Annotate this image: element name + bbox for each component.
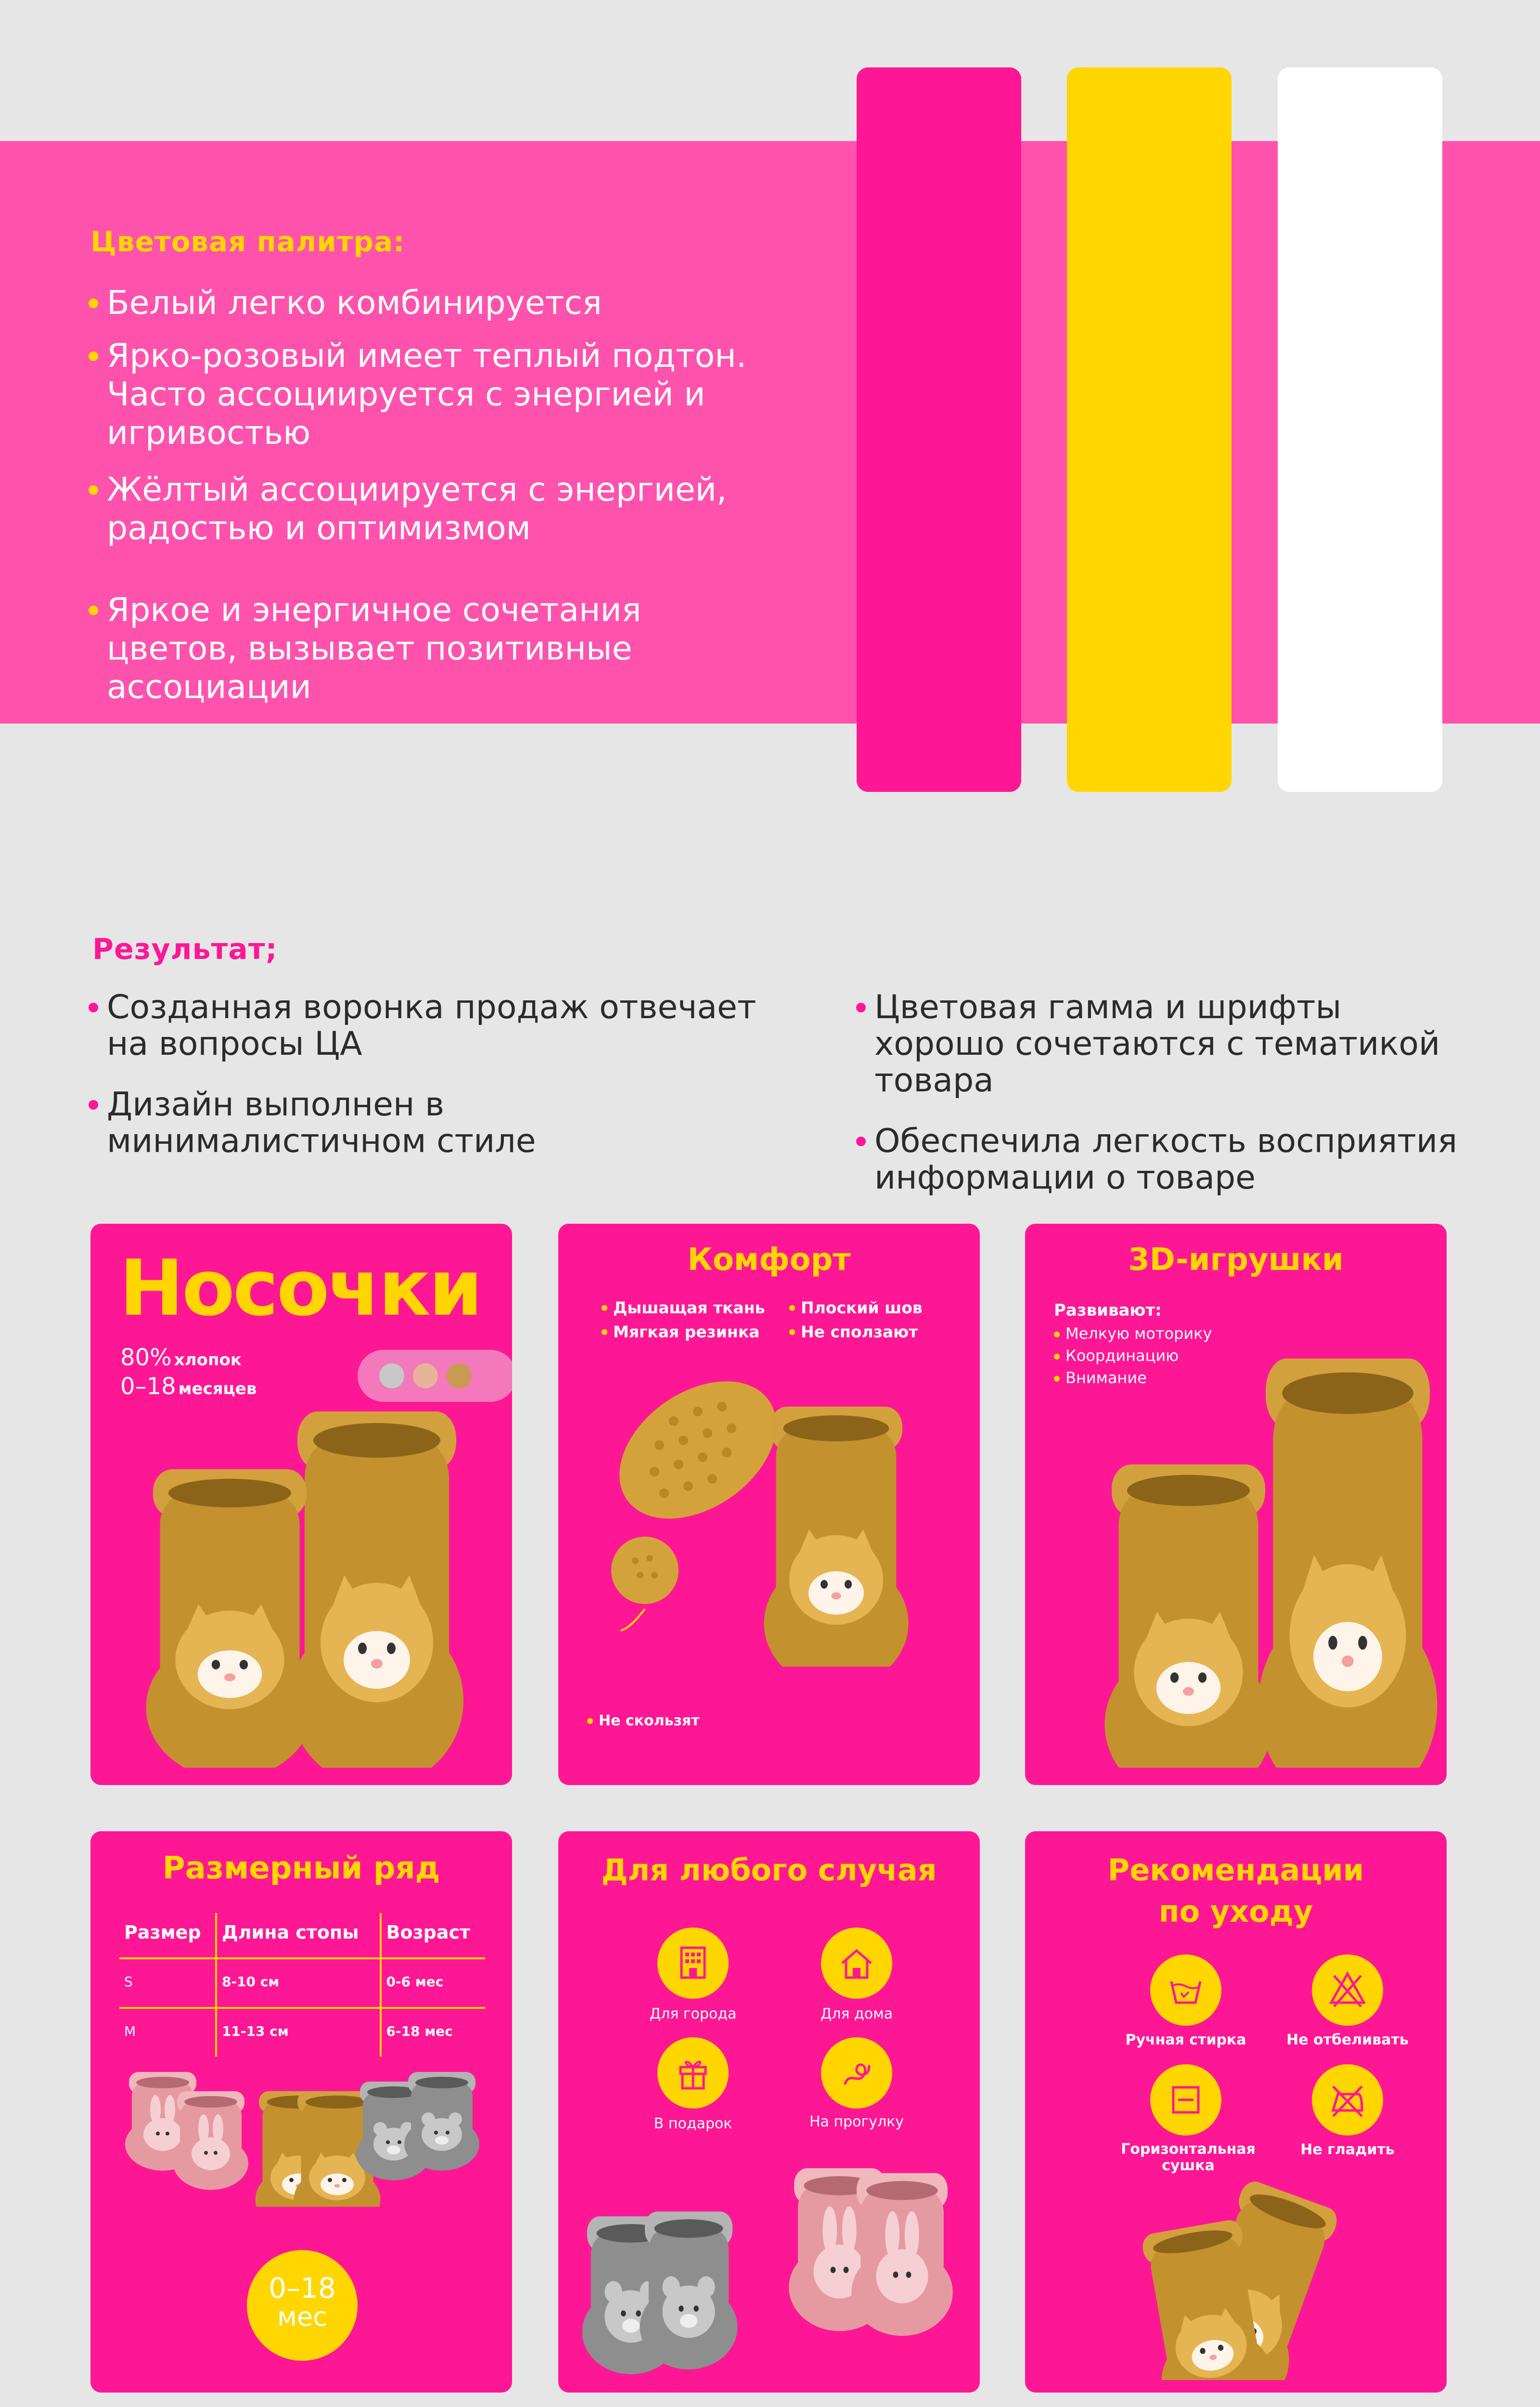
age-badge-value: 0–18	[269, 2272, 336, 2304]
occasion-label: Для дома	[820, 2006, 893, 2022]
no-bleach-icon	[1312, 1954, 1383, 2026]
card-title: Комфорт	[687, 1242, 851, 1278]
list-item	[854, 1123, 1476, 1196]
comfort-feature: Плоский шов	[801, 1298, 923, 1317]
age-label: месяцев	[178, 1379, 257, 1398]
socks-image	[1121, 2178, 1372, 2380]
list-item	[87, 1087, 612, 1160]
occasion-label: В подарок	[654, 2115, 732, 2132]
card-title: 3D-игрушки	[1128, 1242, 1344, 1278]
card-sizes	[90, 1831, 512, 2393]
comfort-feature: Не сползают	[801, 1322, 918, 1341]
house-icon	[821, 1928, 892, 1999]
table-cell: 0-6 мес	[381, 1958, 486, 2008]
gift-icon	[657, 2037, 729, 2109]
list-item	[602, 1320, 765, 1344]
flat-dry-icon	[1150, 2064, 1221, 2135]
color-dot-pink[interactable]	[413, 1363, 438, 1388]
building-icon	[657, 1928, 729, 1999]
table-header-row	[119, 1913, 485, 1958]
list-item	[87, 471, 732, 548]
list-item	[854, 989, 1476, 1099]
product-title: Носочки	[119, 1243, 481, 1333]
toys-subtitle: Развивают:	[1054, 1301, 1162, 1320]
palette-list	[87, 284, 837, 707]
age-badge	[247, 2250, 358, 2361]
occasion-label: Для города	[649, 2006, 737, 2022]
list-item	[87, 591, 781, 707]
result-item-text: Цветовая гамма и шрифты хорошо сочетаются с тематикой товара	[874, 988, 1440, 1100]
palette-item-text: Яркое и энергичное сочетания цветов, вызывает позитивные ассоциации	[107, 591, 642, 706]
palette-item-text: Белый легко комбинируется	[107, 284, 602, 322]
comfort-feature: Мягкая резинка	[613, 1322, 760, 1341]
card-care	[1025, 1831, 1447, 2393]
list-item	[602, 1296, 765, 1320]
list-item	[1054, 1322, 1212, 1345]
palette-title: Цветовая палитра:	[90, 225, 405, 258]
card-toys	[1025, 1224, 1447, 1785]
table-row	[119, 2008, 485, 2057]
socks-image	[139, 1392, 485, 1768]
card-title-line2: по уходу	[1158, 1894, 1313, 1929]
table-row	[119, 1958, 485, 2008]
walk-icon	[821, 2037, 892, 2109]
no-iron-icon	[1312, 2064, 1383, 2135]
care-label: Горизонтальная сушка	[1121, 2141, 1256, 2174]
age-badge-label: мес	[277, 2302, 327, 2332]
table-cell: 8-10 см	[216, 1958, 381, 2008]
card-main	[90, 1224, 512, 1785]
occasion-label: На прогулку	[809, 2113, 904, 2130]
result-item-text: Созданная воронка продаж отвечает на вопросы ЦА	[107, 988, 757, 1063]
result-item-text: Обеспечила легкость восприятия информации о товаре	[874, 1122, 1457, 1197]
pink-swatch	[857, 67, 1021, 792]
cotton-info	[120, 1344, 242, 1371]
white-swatch	[1278, 67, 1442, 792]
list-item	[587, 1709, 700, 1733]
table-cell: 6-18 мес	[381, 2008, 486, 2057]
comfort-feature: Дышащая ткань	[613, 1298, 765, 1317]
palette-item-text: Ярко-розовый имеет теплый подтон. Часто ассоциируется с энергией и игривостью	[107, 337, 747, 452]
no-slip-text: Не скользят	[599, 1712, 700, 1729]
toys-item: Координацию	[1065, 1346, 1179, 1365]
table-cell: 11-13 см	[216, 2008, 381, 2057]
table-cell: S	[119, 1958, 216, 2008]
result-column-right	[854, 989, 1540, 1220]
age-value: 0–18	[120, 1373, 176, 1400]
card-occasion	[558, 1831, 980, 2393]
result-item-text: Дизайн выполнен в минималистичном стиле	[107, 1086, 536, 1160]
hand-wash-icon	[1150, 1954, 1221, 2026]
socks-lineup-image	[119, 2062, 485, 2207]
list-item	[87, 337, 837, 453]
toys-item: Мелкую моторику	[1065, 1324, 1212, 1343]
column-header: Возраст	[381, 1913, 486, 1958]
cotton-value: 80%	[120, 1344, 172, 1371]
comfort-list-left	[602, 1296, 765, 1344]
care-label: Ручная стирка	[1125, 2032, 1246, 2048]
palette-item-text: Жёлтый ассоциируется с энергией, радостью и оптимизмом	[107, 471, 727, 547]
column-header: Длина стопы	[216, 1913, 381, 1958]
sock-sole-image	[602, 1368, 958, 1667]
result-title: Результат;	[92, 932, 278, 966]
card-comfort	[558, 1224, 980, 1785]
size-table	[119, 1913, 485, 2057]
card-title: Для любого случая	[601, 1852, 937, 1888]
toys-item: Внимание	[1065, 1369, 1147, 1387]
yellow-swatch	[1067, 67, 1232, 792]
socks-pair-image	[582, 2159, 967, 2390]
table-cell: M	[124, 2023, 136, 2039]
list-item	[789, 1320, 923, 1344]
card-title-line1: Рекомендации	[1107, 1852, 1364, 1888]
care-label: Не отбеливать	[1286, 2032, 1409, 2048]
color-dot-grey[interactable]	[379, 1363, 404, 1388]
list-item	[87, 284, 837, 323]
comfort-list-right	[789, 1296, 923, 1344]
column-header: Размер	[119, 1913, 216, 1958]
list-item	[789, 1296, 923, 1320]
no-slip-note	[587, 1709, 700, 1733]
color-dot-mustard[interactable]	[447, 1363, 472, 1388]
list-item	[87, 989, 757, 1062]
result-column-left	[87, 989, 784, 1184]
socks-image	[1097, 1344, 1444, 1768]
cotton-label: хлопок	[174, 1350, 242, 1370]
card-title: Размерный ряд	[162, 1851, 440, 1886]
care-label: Не гладить	[1300, 2141, 1395, 2158]
